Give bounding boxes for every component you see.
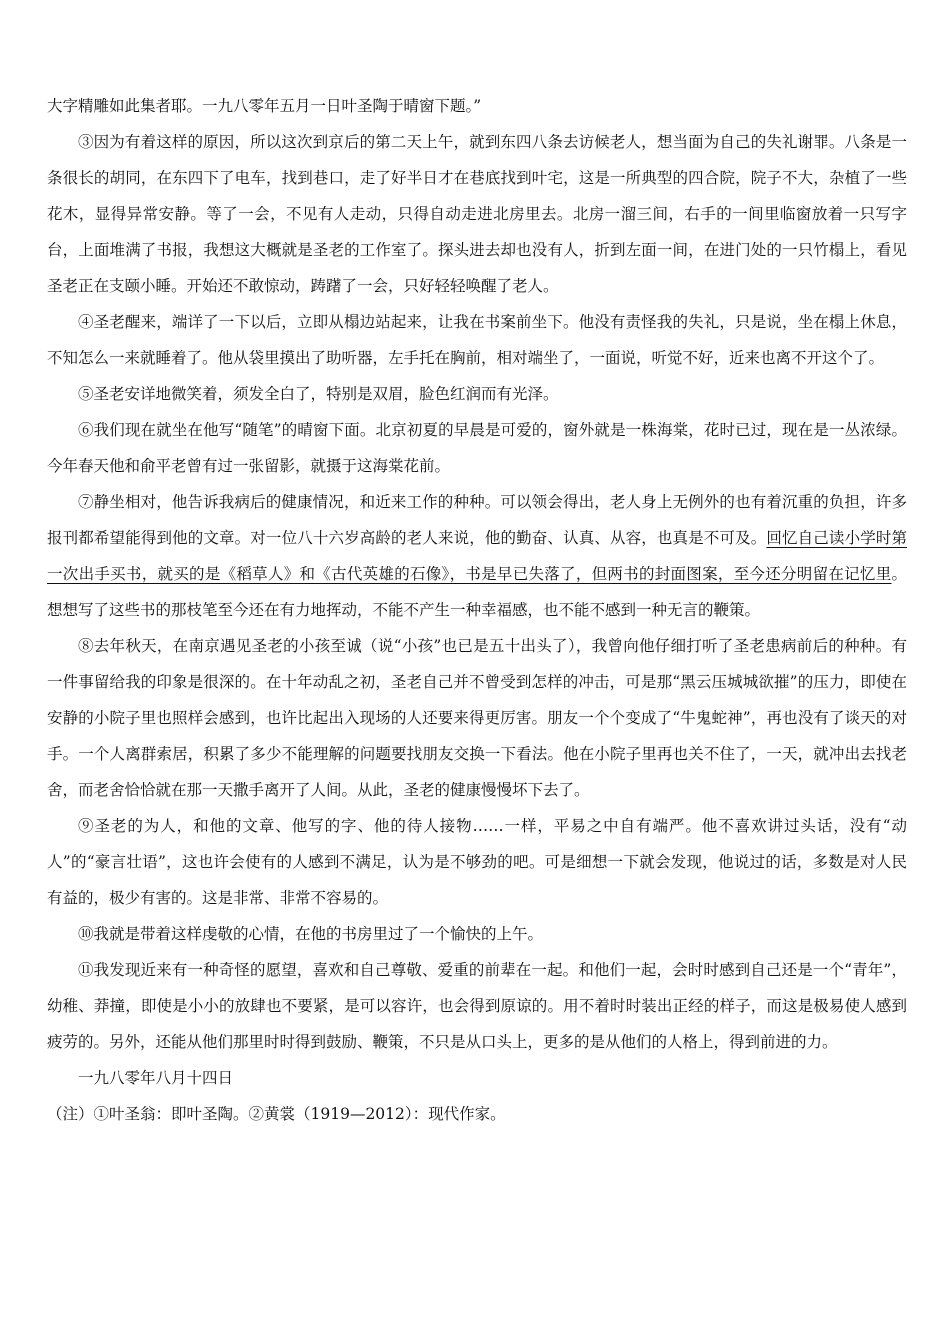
footnote: （注）①叶圣翁：即叶圣陶。②黄裳（1919—2012）：现代作家。: [47, 1105, 506, 1123]
paragraph-8: ⑧去年秋天，在南京遇见圣老的小孩至诚（说“小孩”也已是五十出头了），我曾向他仔细打听了圣老患病前后的种种。有一件事留给我的印象是很深的。在十年动乱之初，圣老自己并不曾受到怎样的冲击，可是那“黑云压城城欲摧”的压力，即使在安静的小院子里也照样会感到，也许比起出入现场的人还要来得更厉害。朋友一个个变成了“牛鬼蛇神”，再也没有了谈天的对手。一个人离群索居，积累了多少不能理解的问题要找朋友交换一下看法。他在小院子里再也关不住了，一天，就冲出去找老舍，而老舍恰恰就在那一天撒手离开了人间。从此，圣老的健康慢慢坏下去了。: [47, 637, 907, 799]
paragraph-7-underlined-sentence: 回忆自己读小学时第一次出手买书，就买的是《稻草人》和《古代英雄的石像》，书是早已失落了，但两书的封面图案，至今还分明留在记忆里: [47, 529, 907, 583]
article-page: [47, 88, 907, 1132]
paragraph-6: ⑥我们现在就坐在他写“随笔”的晴窗下面。北京初夏的早晨是可爱的，窗外就是一株海棠，花时已过，现在是一丛浓绿。今年春天他和俞平老曾有过一张留影，就摄于这海棠花前。: [47, 421, 907, 475]
paragraph-11: ⑪我发现近来有一种奇怪的愿望，喜欢和自己尊敬、爱重的前辈在一起。和他们一起，会时时感到自己还是一个“青年”，幼稚、莽撞，即使是小小的放肆也不要紧，是可以容许，也会得到原谅的。用不着时时装出正经的样子，而这是极易使人感到疲劳的。另外，还能从他们那里时时得到鼓励、鞭策，不只是从口头上，更多的是从他们的人格上，得到前进的力。: [47, 961, 907, 1051]
paragraph-7-text-before: ⑦静坐相对，他告诉我病后的健康情况，和近来工作的种种。可以领会得出，老人身上无例外的也有着沉重的负担，许多报刊都希望能得到他的文章。对一位八十六岁高龄的老人来说，他的勤奋、认真、从容，也真是不可及。: [47, 493, 907, 547]
paragraph-9: ⑨圣老的为人，和他的文章、他写的字、他的待人接物……一样，平易之中自有端严。他不喜欢讲过头话，没有“动人”的“豪言壮语”，这也许会使有的人感到不满足，认为是不够劲的吧。可是细想一下就会发现，他说过的话，多数是对人民有益的，极少有害的。这是非常、非常不容易的。: [47, 817, 907, 907]
paragraph-3: ③因为有着这样的原因，所以这次到京后的第二天上午，就到东四八条去访候老人，想当面为自己的失礼谢罪。八条是一条很长的胡同，在东四下了电车，找到巷口，走了好半日才在巷底找到叶宅，这是一所典型的四合院，院子不大，杂植了一些花木，显得异常安静。等了一会，不见有人走动，只得自动走进北房里去。北房一溜三间，右手的一间里临窗放着一只写字台，上面堆满了书报，我想这大概就是圣老的工作室了。探头进去却也没有人，折到左面一间，在进门处的一只竹榻上，看见圣老正在支颐小睡。开始还不敢惊动，踌躇了一会，只好轻轻唤醒了老人。: [47, 133, 907, 295]
date-line: 一九八零年八月十四日: [78, 1069, 234, 1087]
paragraph-10: ⑩我就是带着这样虔敬的心情，在他的书房里过了一个愉快的上午。: [78, 925, 544, 943]
paragraph-7: [47, 484, 907, 628]
paragraph-5: ⑤圣老安详地微笑着，须发全白了，特别是双眉，脸色红润而有光泽。: [78, 385, 559, 403]
paragraph-7-text-after: 。想想写了这些书的那枝笔至今还在有力地挥动，不能不产生一种幸福感，也不能不感到一种无言的鞭策。: [47, 565, 907, 619]
lead-in-line: 大字精雕如此集者耶。一九八零年五月一日叶圣陶于晴窗下题。”: [47, 97, 482, 115]
paragraph-4: ④圣老醒来，端详了一下以后，立即从榻边站起来，让我在书案前坐下。他没有责怪我的失礼，只是说，坐在榻上休息，不知怎么一来就睡着了。他从袋里摸出了助听器，左手托在胸前，相对端坐了，一面说，听觉不好，近来也离不开这个了。: [47, 313, 907, 367]
